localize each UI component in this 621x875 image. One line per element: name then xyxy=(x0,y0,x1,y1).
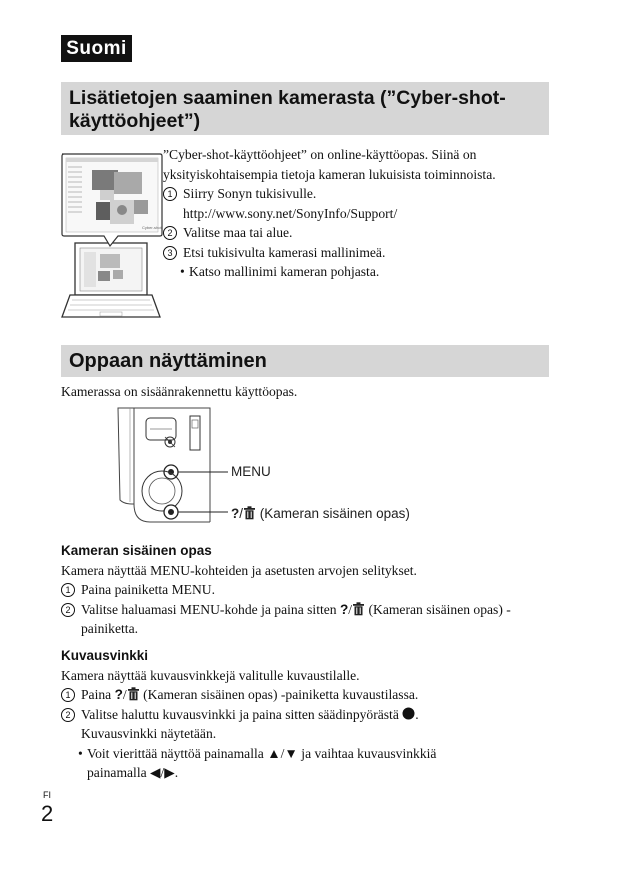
tips-step-2: 2 Valitse haluttu kuvausvinkki ja paina sitten säädinpyörästä . Kuvausvinkki näytetään. xyxy=(61,705,561,744)
section-title-show-guide: Oppaan näyttäminen xyxy=(61,345,549,377)
step-text: Paina painiketta MENU. xyxy=(81,582,216,597)
guide-step-1 xyxy=(61,580,561,600)
step-text-a: Valitse haluamasi MENU-kohde ja paina sitten xyxy=(81,601,337,617)
note-text-b: ja vaihtaa kuvausvinkkiä xyxy=(301,745,437,761)
trash-icon xyxy=(243,506,256,520)
question-icon: ? xyxy=(114,687,123,702)
step-text-b: (Kameran sisäinen opas) -painiketta. xyxy=(81,601,511,636)
laptop-browser-illustration xyxy=(58,150,164,326)
step-number: 3 xyxy=(163,246,177,260)
step-text: Siirry Sonyn tukisivulle. xyxy=(183,186,317,201)
camera-back-illustration xyxy=(110,404,230,524)
step-number: 2 xyxy=(61,603,75,617)
step-number: 2 xyxy=(163,226,177,240)
step-number: 1 xyxy=(61,688,75,702)
section-title-more-info: Lisätietojen saaminen kamerasta (”Cyber-shot-käyttöohjeet”) xyxy=(61,82,549,135)
up-down-arrows-icon: ▲/▼ xyxy=(267,745,298,761)
step-text-b: (Kameran sisäinen opas) -painiketta kuvaustilassa. xyxy=(143,687,419,702)
browser-logo: Cyber-shot xyxy=(142,225,162,230)
trash-icon xyxy=(352,602,365,616)
section1-body xyxy=(163,145,553,282)
tips-scroll-note: • Voit vierittää näyttöä painamalla ▲/▼ ja vaihtaa kuvausvinkkiä painamalla ◀/▶. xyxy=(61,744,561,783)
step-text-a: Paina xyxy=(81,687,112,702)
guide-step-2 xyxy=(61,600,561,639)
page-language-code: FI xyxy=(43,790,51,800)
tips-intro: Kamera näyttää kuvausvinkkejä valitulle kuvaustilalle. xyxy=(61,667,360,683)
tips-step-1 xyxy=(61,685,561,705)
step-visit-support xyxy=(163,184,553,223)
question-icon: ? xyxy=(339,601,349,617)
slash: / xyxy=(348,601,353,617)
step-text-a: Valitse haluttu kuvausvinkki ja paina sitten säädinpyörästä xyxy=(81,706,399,722)
note-text-c: painamalla xyxy=(87,765,147,780)
trash-icon xyxy=(127,687,140,701)
guide-heading: Kameran sisäinen opas xyxy=(61,543,212,558)
left-right-arrows-icon: ◀/▶ xyxy=(150,765,175,780)
page-number: 2 xyxy=(41,801,54,826)
step-search-model xyxy=(163,243,553,263)
guide-intro: Kamera näyttää MENU-kohteiden ja asetusten arvojen selitykset. xyxy=(61,562,417,578)
guide-section xyxy=(61,541,561,639)
slash: / xyxy=(239,506,244,521)
language-tag: Suomi xyxy=(61,35,132,62)
tips-section xyxy=(61,646,561,783)
callout-menu-label: MENU xyxy=(231,464,271,479)
step-number: 1 xyxy=(61,583,75,597)
tips-heading: Kuvausvinkki xyxy=(61,648,149,663)
note-text-a: Voit vierittää näyttöä painamalla xyxy=(87,745,264,761)
center-button-icon xyxy=(402,707,415,720)
step-text: Etsi tukisivulta kamerasi mallinimeä. xyxy=(183,244,386,260)
step-select-country xyxy=(163,223,553,243)
section1-intro: ”Cyber-shot-käyttöohjeet” on online-käyttöopas. Siinä on yksityiskohtaisempia tietoja kameran lukuisista toiminnoista. xyxy=(163,147,496,182)
section2-intro: Kamerassa on sisäänrakennettu käyttöopas. xyxy=(61,384,298,399)
step-text: Valitse maa tai alue. xyxy=(183,225,293,240)
support-url[interactable]: http://www.sony.net/SonyInfo/Support/ xyxy=(183,205,398,221)
slash: / xyxy=(122,687,127,702)
callout-guide-label xyxy=(231,506,410,521)
step-number: 1 xyxy=(163,187,177,201)
question-icon: ? xyxy=(231,506,240,521)
step-number: 2 xyxy=(61,708,75,722)
note-model-name: • Katso mallinimi kameran pohjasta. xyxy=(163,262,553,282)
step-text-b: Kuvausvinkki näytetään. xyxy=(81,726,217,741)
callout-guide-text: (Kameran sisäinen opas) xyxy=(259,506,410,521)
